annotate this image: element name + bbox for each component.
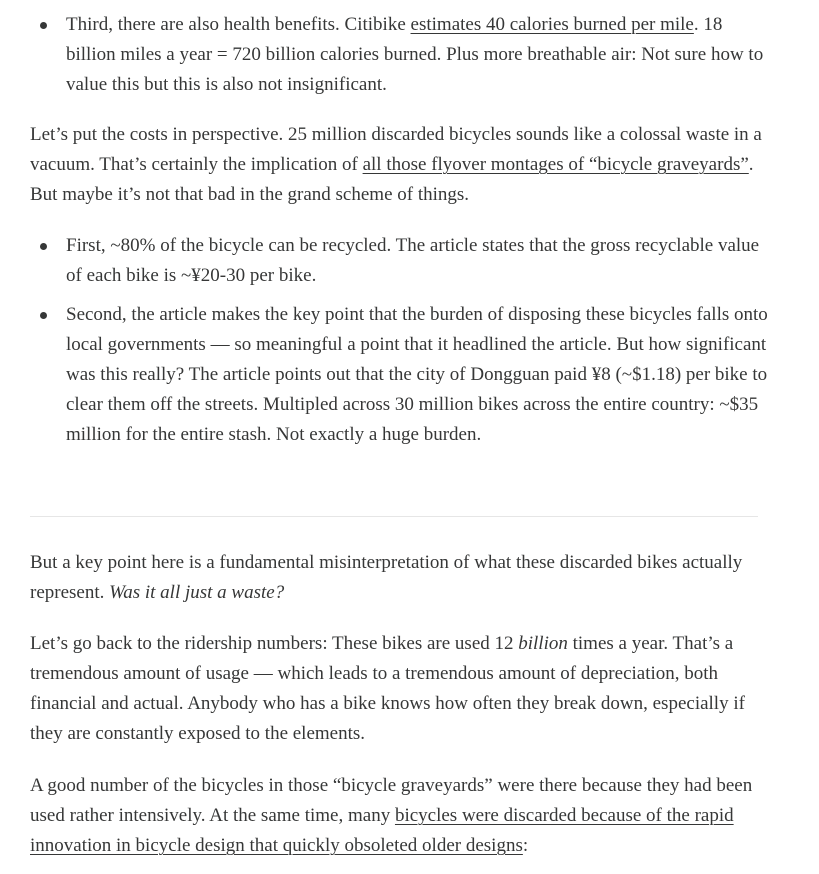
list-item-recycling	[30, 231, 770, 291]
list-item-text: Second, the article makes the key point that the burden of disposing these bicycles falls onto local governments — so meaningful a point that it headlined the article. But how significant was this really? The article points out that the city of Dongguan paid ¥8 (~$1.18) per bike to clear them off the streets. Multipled across 30 million bikes across the entire country: ~$35 million for the entire stash. Not exactly a huge burden.	[66, 304, 768, 445]
paragraph-text: times a year. That’s a tremendous amount of usage — which leads to a tremendous amount of depreciation, both financial and actual. Anybody who has a bike knows how often they break down, especially if they are constantly exposed to the elements.	[30, 633, 745, 744]
list-item-text: Third, there are also health benefits. Citibike	[66, 14, 411, 35]
costs-perspective-paragraph	[30, 120, 768, 210]
health-benefits-list	[30, 10, 770, 100]
list-item-text: First, ~80% of the bicycle can be recycled. The article states that the gross recyclable value of each bike is ~¥20-30 per bike.	[66, 235, 760, 286]
bicycle-graveyards-link[interactable]: all those flyover montages of “bicycle graveyards”	[362, 154, 749, 175]
bullet-dot-icon	[40, 22, 47, 29]
calories-estimate-link[interactable]: estimates 40 calories burned per mile	[410, 14, 694, 35]
bullet-dot-icon	[40, 312, 47, 319]
paragraph-text: :	[522, 835, 529, 856]
emphasis-text: Was it all just a waste?	[109, 582, 285, 603]
costs-list	[30, 231, 770, 450]
paragraph-text: Let’s go back to the ridership numbers: These bikes are used 12	[30, 633, 519, 654]
list-item-health-benefits	[30, 10, 770, 100]
list-item-text: . 18 billion miles a year = 720 billion calories burned. Plus more breathable air: Not sure how to value this but this is also not insignificant.	[66, 14, 764, 95]
paragraph-text: But a key point here is a fundamental misinterpretation of what these discarded bikes actually represent.	[30, 552, 743, 603]
paragraph-text: . But maybe it’s not that bad in the grand scheme of things.	[30, 154, 754, 205]
paragraph-text: A good number of the bicycles in those “bicycle graveyards” were there because they had been used rather intensively. At the same time, many	[30, 775, 753, 826]
list-item-disposal-burden	[30, 300, 770, 450]
emphasis-text: billion	[518, 633, 568, 654]
innovation-paragraph	[30, 771, 768, 861]
section-divider	[30, 516, 758, 517]
misinterpretation-paragraph	[30, 548, 768, 608]
paragraph-text: Let’s put the costs in perspective. 25 million discarded bicycles sounds like a colossal waste in a vacuum. That’s certainly the implication of	[30, 124, 762, 175]
ridership-paragraph	[30, 629, 768, 749]
bullet-dot-icon	[40, 243, 47, 250]
bicycle-innovation-link[interactable]: bicycles were discarded because of the rapid innovation in bicycle design that quickly obsoleted older designs	[30, 805, 734, 856]
